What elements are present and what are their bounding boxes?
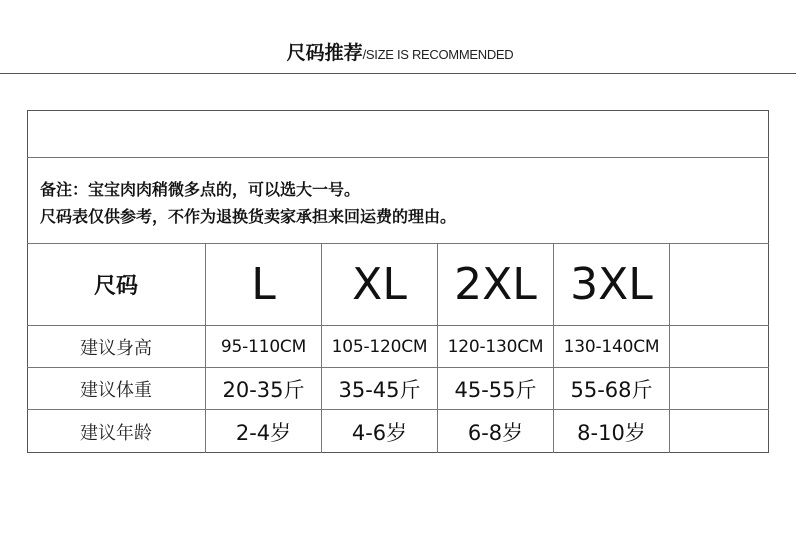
row-label-age: 建议年龄: [80, 422, 152, 444]
note-line-2: 尺码表仅供参考，不作为退换货卖家承担来回运费的理由。: [40, 207, 457, 226]
age-l: 2-4岁: [235, 420, 292, 445]
weight-xl: 35-45斤: [338, 377, 421, 402]
page-title: [0, 38, 800, 65]
note-line-1: 备注：宝宝肉肉稍微多点的，可以选大一号。: [40, 180, 361, 199]
weight-3xl: 55-68斤: [570, 377, 653, 402]
height-3xl: 130-140CM: [563, 336, 660, 357]
weight-l: 20-35斤: [222, 377, 305, 402]
height-2xl: 120-130CM: [447, 336, 544, 357]
title-english: /SIZE IS RECOMMENDED: [362, 47, 514, 62]
age-3xl: 8-10岁: [577, 420, 646, 445]
size-3xl: 3XL: [570, 259, 653, 310]
size-header-label: 尺码: [93, 274, 138, 299]
age-xl: 4-6岁: [351, 420, 408, 445]
row-label-weight: 建议体重: [80, 379, 152, 401]
age-2xl: 6-8岁: [467, 420, 524, 445]
size-l: L: [251, 259, 276, 310]
row-label-height: 建议身高: [80, 337, 152, 359]
table-divider: [27, 157, 769, 158]
size-2xl: 2XL: [454, 259, 537, 310]
title-chinese: 尺码推荐: [286, 42, 363, 64]
size-xl: XL: [352, 259, 407, 310]
weight-2xl: 45-55斤: [454, 377, 537, 402]
height-xl: 105-120CM: [331, 336, 428, 357]
height-l: 95-110CM: [220, 336, 307, 357]
header-divider: [0, 73, 796, 74]
column-divider: [669, 243, 670, 453]
